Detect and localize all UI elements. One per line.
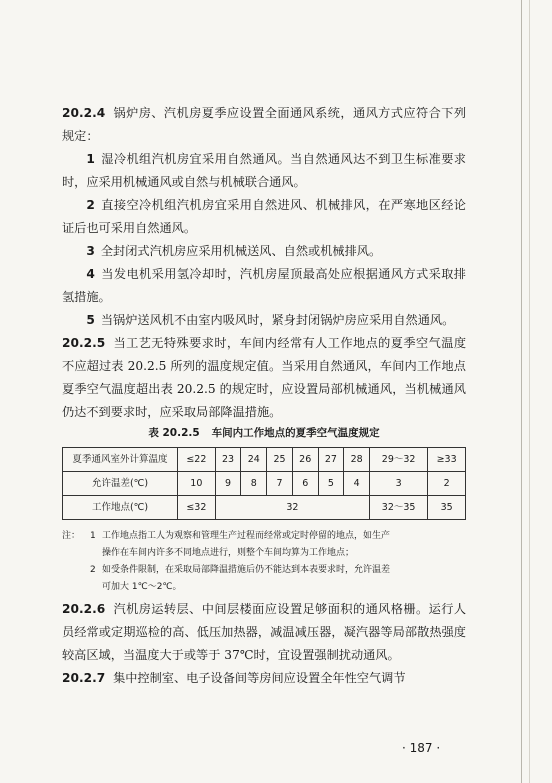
- clause-text: 当工艺无特殊要求时，车间内经常有人工作地点的夏季空气温度不应超过表 20.2.5 所列的温度规定值。当采用自然通风，车间内工作地点夏季空气温度超出表 20.2.5 的规定时，应设置局部机械通风，当机械通风仍达不到要求时，应采取局部降温措施。: [62, 336, 467, 419]
- list-item: [62, 263, 466, 309]
- note-number: 2: [90, 565, 96, 575]
- table-row: [63, 448, 466, 472]
- item-text: 当发电机采用氢冷却时，汽机房屋顶最高处应根据通风方式采取排氢措施。: [62, 267, 466, 304]
- table-cell: 32: [215, 496, 369, 520]
- row-header: 允许温差(℃): [63, 472, 178, 496]
- table-cell: 10: [178, 472, 216, 496]
- table-cell: 7: [267, 472, 293, 496]
- item-text: 全封闭式汽机房应采用机械送风、自然或机械排风。: [100, 244, 382, 258]
- table-caption: [62, 425, 466, 441]
- item-number: 2: [86, 198, 95, 212]
- table-row: [63, 472, 466, 496]
- table-cell: 4: [344, 472, 370, 496]
- table-cell: 25: [267, 448, 293, 472]
- table-cell: 5: [318, 472, 344, 496]
- note-item: [62, 562, 466, 579]
- table-cell: ≥33: [428, 448, 466, 472]
- table-cell: 3: [370, 472, 428, 496]
- item-number: 5: [86, 313, 95, 327]
- table-cell: ≤22: [178, 448, 216, 472]
- clause-20-2-6: [62, 598, 466, 667]
- item-text: 湿冷机组汽机房宜采用自然通风。当自然通风达不到卫生标准要求时，应采用机械通风或自然与机械联合通风。: [62, 152, 466, 189]
- item-number: 4: [86, 267, 95, 281]
- table-cell: ≤32: [178, 496, 216, 520]
- note-text-continued: 操作在车间内许多不同地点进行，则整个车间均算为工作地点；: [102, 548, 355, 558]
- table-cell: 28: [344, 448, 370, 472]
- table-cell: 27: [318, 448, 344, 472]
- scan-page-edge-outer: [529, 0, 530, 783]
- clause-20-2-5: [62, 332, 466, 424]
- table-cell: 35: [428, 496, 466, 520]
- document-page: [62, 102, 466, 690]
- table-cell: 24: [241, 448, 267, 472]
- temperature-table: [62, 447, 466, 520]
- clause-20-2-7: [62, 667, 466, 690]
- item-number: 3: [86, 244, 95, 258]
- page-number: · 187 ·: [402, 741, 441, 755]
- item-number: 1: [86, 152, 95, 166]
- clause-number: 20.2.4: [62, 106, 106, 120]
- list-item: [62, 309, 466, 332]
- table-cell: 32～35: [370, 496, 428, 520]
- list-item: [62, 148, 466, 194]
- item-text: 当锅炉送风机不由室内吸风时，紧身封闭锅炉房应采用自然通风。: [100, 313, 455, 327]
- note-text-continued: 可加大 1℃～2℃。: [102, 582, 182, 592]
- row-header: 工作地点(℃): [63, 496, 178, 520]
- table-cell: 2: [428, 472, 466, 496]
- clause-number: 20.2.5: [62, 336, 106, 350]
- note-label: 注：: [62, 531, 81, 541]
- table-cell: 23: [215, 448, 241, 472]
- note-text: 如受条件限制，在采取局部降温措施后仍不能达到本表要求时，允许温差: [102, 565, 391, 575]
- note-item: [62, 528, 466, 545]
- table-caption-number: 表 20.2.5: [148, 427, 200, 439]
- list-item: [62, 240, 466, 263]
- list-item: [62, 194, 466, 240]
- clause-text: 集中控制室、电子设备间等房间应设置全年性空气调节: [113, 671, 406, 685]
- table-row: [63, 496, 466, 520]
- note-number: 1: [90, 531, 96, 541]
- item-text: 直接空冷机组汽机房宜采用自然进风、机械排风，在严寒地区经论证后也可采用自然通风。: [62, 198, 466, 235]
- table-cell: 8: [241, 472, 267, 496]
- table-notes: [62, 528, 466, 596]
- table-cell: 9: [215, 472, 241, 496]
- table-cell: 26: [292, 448, 318, 472]
- note-text: 工作地点指工人为观察和管理生产过程而经常或定时停留的地点，如生产: [102, 531, 391, 541]
- scan-page-edge: [521, 0, 522, 783]
- table-caption-title: 车间内工作地点的夏季空气温度规定: [211, 427, 380, 439]
- clause-number: 20.2.7: [62, 671, 106, 685]
- clause-text: 汽机房运转层、中间层楼面应设置足够面积的通风格栅。运行人员经常或定期巡检的高、低压加热器，减温减压器，凝汽器等局部散热强度较高区域，当温度大于或等于 37℃时，宜设置强制扰动通风。: [62, 602, 467, 662]
- row-header: 夏季通风室外计算温度: [63, 448, 178, 472]
- table-cell: 29～32: [370, 448, 428, 472]
- clause-text: 锅炉房、汽机房夏季应设置全面通风系统，通风方式应符合下列规定：: [62, 106, 467, 143]
- table-cell: 6: [292, 472, 318, 496]
- clause-number: 20.2.6: [62, 602, 106, 616]
- clause-20-2-4: [62, 102, 466, 148]
